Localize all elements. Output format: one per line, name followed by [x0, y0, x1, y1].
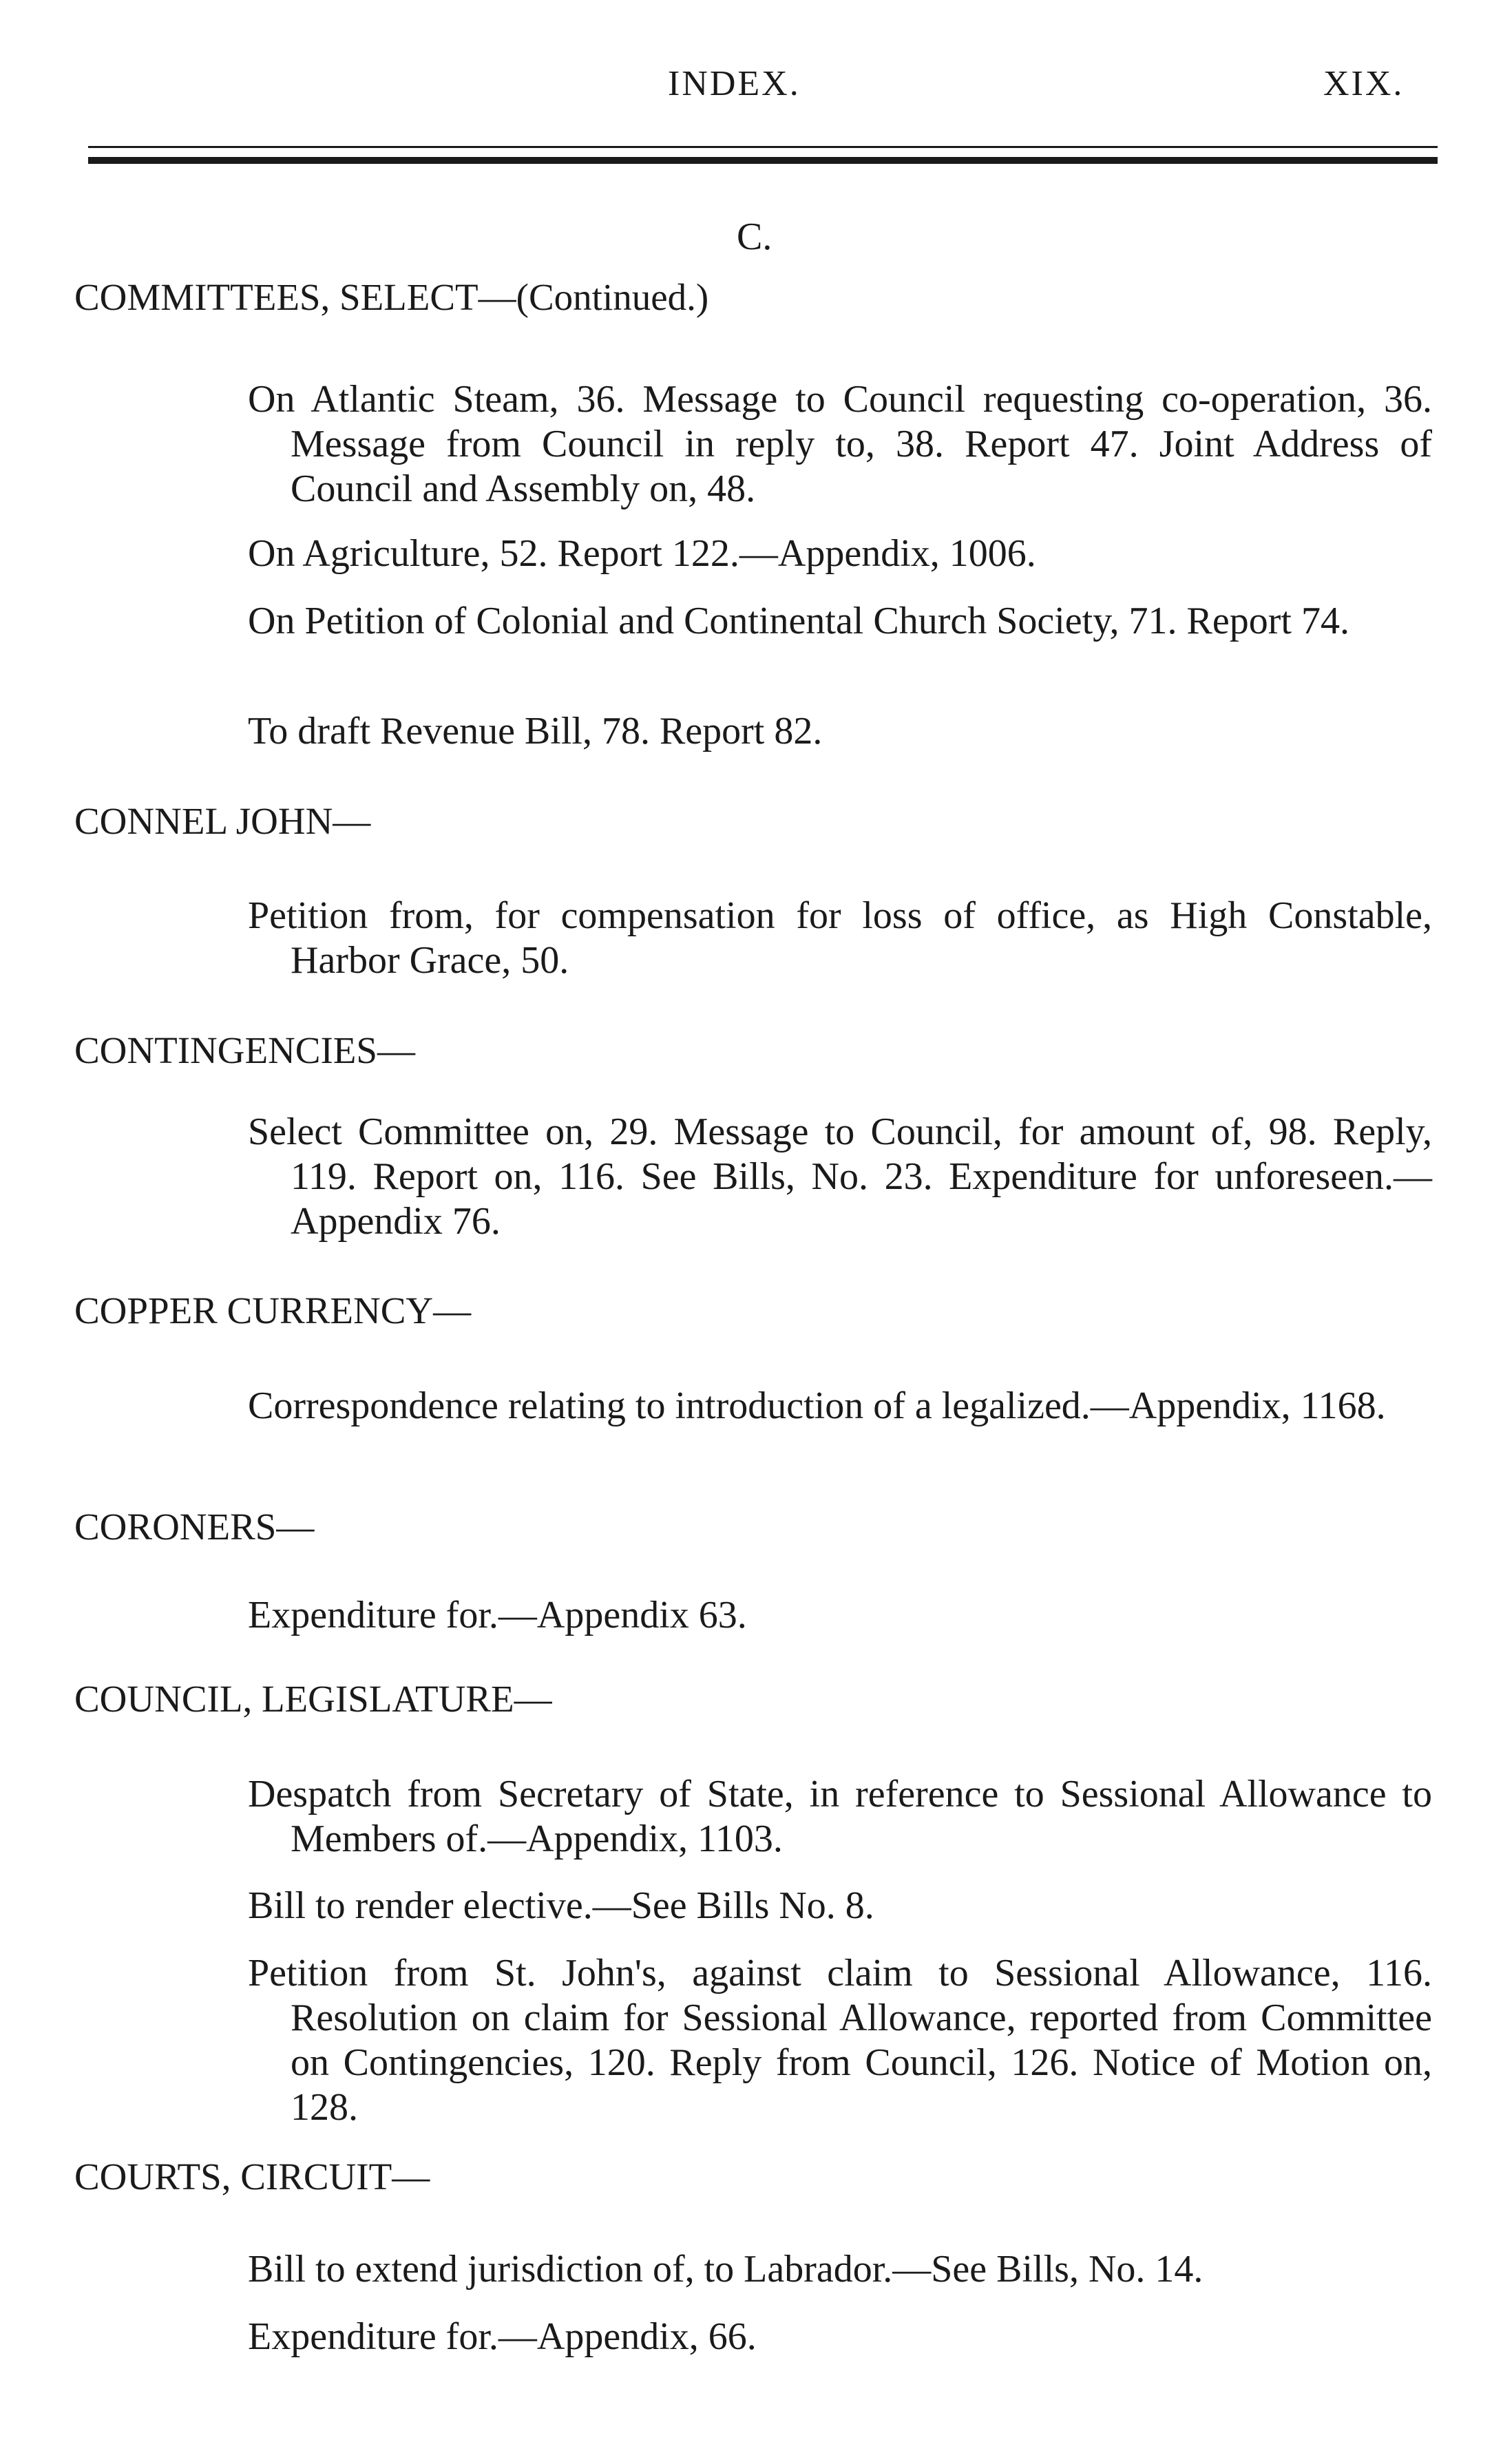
index-subentry: Bill to render elective.—See Bills No. 8.: [248, 1884, 874, 1927]
index-subentry: To draft Revenue Bill, 78. Report 82.: [248, 710, 823, 752]
page-number: XIX.: [1323, 64, 1405, 103]
index-heading: COPPER CURRENCY—: [74, 1289, 472, 1331]
section-letter: C.: [737, 215, 772, 258]
index-heading: CONNEL JOHN—: [74, 800, 371, 842]
index-subentry: Expenditure for.—Appendix 63.: [248, 1594, 747, 1636]
running-header-title: INDEX.: [668, 64, 801, 103]
index-heading: CONTINGENCIES—: [74, 1029, 415, 1071]
header-rule-thin: [88, 146, 1438, 148]
index-subentry: Bill to extend jurisdiction of, to Labrador.—See Bills, No. 14.: [248, 2248, 1204, 2291]
index-subentry: On Petition of Colonial and Continental Church Society, 71. Report 74.: [248, 600, 1349, 642]
index-heading: COURTS, CIRCUIT—: [74, 2156, 430, 2198]
header-rule: [88, 157, 1438, 164]
index-heading: COMMITTEES, SELECT—(Continued.): [74, 276, 709, 318]
index-subentry: Expenditure for.—Appendix, 66.: [248, 2315, 757, 2358]
index-heading: COUNCIL, LEGISLATURE—: [74, 1678, 552, 1720]
index-heading: CORONERS—: [74, 1506, 315, 1548]
index-subentry: Correspondence relating to introduction of a legalized.—Appendix, 1168.: [248, 1384, 1386, 1427]
index-subentry: Petition from, for compensation for loss of office, as High Constable, Harbor Grace, 50.: [248, 894, 1432, 982]
index-subentry: Select Committee on, 29. Message to Council, for amount of, 98. Reply, 119. Report on, 116. See Bills, No. 23. Expenditure for unforeseen.—Appendix 76.: [248, 1110, 1432, 1243]
index-subentry: On Agriculture, 52. Report 122.—Appendix, 1006.: [248, 532, 1036, 575]
index-subentry: Petition from St. John's, against claim to Sessional Allowance, 116. Resolution on claim for Sessional Allowance, reported from Committee on Contingencies, 120. Reply from Council, 126. Notice of Motion on, 128.: [248, 1952, 1432, 2129]
index-subentry: Despatch from Secretary of State, in reference to Sessional Allowance to Members of.—Appendix, 1103.: [248, 1773, 1432, 1860]
index-subentry: On Atlantic Steam, 36. Message to Council requesting co-operation, 36. Message from Council in reply to, 38. Report 47. Joint Address of Council and Assembly on, 48.: [248, 378, 1432, 510]
